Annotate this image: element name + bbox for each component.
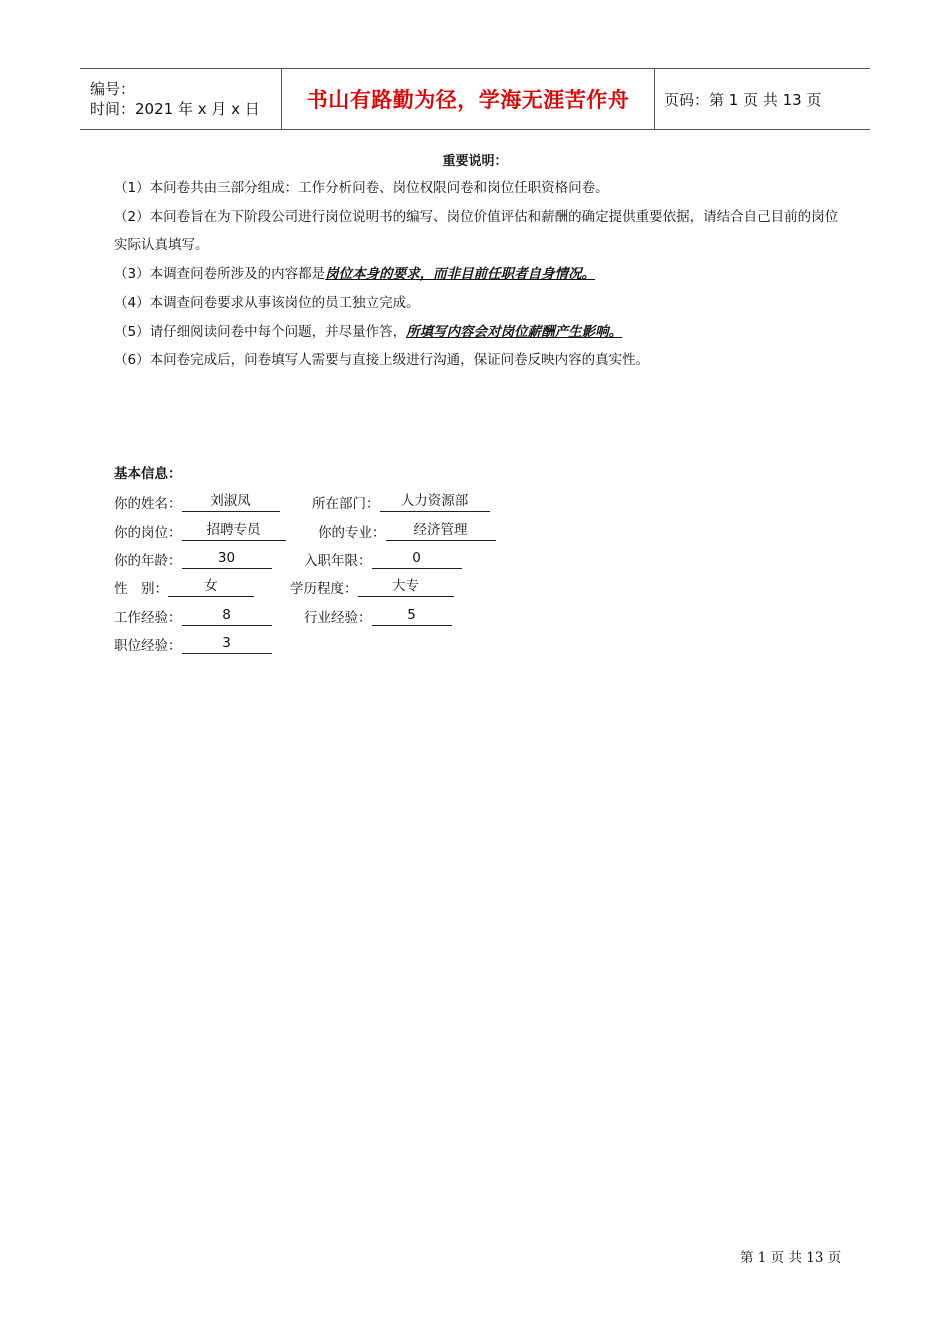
- major-label: 你的专业：: [318, 525, 386, 541]
- header-page-cell: [655, 69, 870, 129]
- work-experience-label: 工作经验：: [114, 610, 182, 626]
- document-number-label: 编号：: [90, 80, 136, 98]
- industry-experience-label: 行业经验：: [304, 610, 372, 626]
- age-field: [114, 549, 272, 569]
- job-experience-value[interactable]: 3: [182, 634, 272, 654]
- tenure-value[interactable]: 0: [372, 549, 462, 569]
- header-meta: [80, 69, 282, 129]
- education-value[interactable]: 大专: [358, 577, 454, 597]
- position-value[interactable]: 招聘专员: [182, 521, 286, 541]
- job-experience-field: [114, 634, 272, 654]
- basic-info-title: 基本信息：: [114, 466, 182, 482]
- note-item-5: [114, 318, 844, 346]
- notes-title: 重要说明：: [442, 154, 508, 169]
- name-label: 你的姓名：: [114, 496, 182, 512]
- note-item-3-emphasis: 岗位本身的要求，而非目前任职者自身情况。: [325, 266, 596, 282]
- major-value[interactable]: 经济管理: [386, 521, 496, 541]
- name-value[interactable]: 刘淑凤: [182, 492, 280, 512]
- gender-value[interactable]: 女: [168, 577, 254, 597]
- header-motto: 书山有路勤为径，学海无涯苦作舟: [306, 87, 630, 112]
- footer-page-number: 第 1 页 共 13 页: [740, 1250, 842, 1266]
- note-item-3-text: （3）本调查问卷所涉及的内容都是: [114, 266, 326, 282]
- name-field: [114, 492, 280, 512]
- position-label: 你的岗位：: [114, 525, 182, 541]
- department-value[interactable]: 人力资源部: [380, 492, 490, 512]
- note-item-2: （2）本问卷旨在为下阶段公司进行岗位说明书的编写、岗位价值评估和薪酬的确定提供重要依据，请结合自己目前的岗位实际认真填写。: [114, 209, 839, 253]
- note-item-4: （4）本调查问卷要求从事该岗位的员工独立完成。: [114, 295, 420, 311]
- tenure-label: 入职年限：: [304, 553, 372, 569]
- department-field: [312, 492, 490, 512]
- age-value[interactable]: 30: [182, 549, 272, 569]
- industry-experience-field: [304, 606, 452, 626]
- work-experience-field: [114, 606, 272, 626]
- major-field: [318, 521, 496, 541]
- document-date: 时间：2021 年 x 月 x 日: [90, 100, 260, 118]
- header-page-number: 页码：第 1 页 共 13 页: [664, 90, 822, 109]
- note-item-5-emphasis: 所填写内容会对岗位薪酬产生影响。: [406, 324, 623, 340]
- note-item-5-text: （5）请仔细阅读问卷中每个问题，并尽量作答，: [114, 324, 407, 340]
- page-header: [80, 68, 870, 130]
- department-label: 所在部门：: [312, 496, 380, 512]
- work-experience-value[interactable]: 8: [182, 606, 272, 626]
- education-field: [290, 577, 454, 597]
- position-field: [114, 521, 286, 541]
- age-label: 你的年龄：: [114, 553, 182, 569]
- industry-experience-value[interactable]: 5: [372, 606, 452, 626]
- education-label: 学历程度：: [290, 581, 358, 597]
- gender-field: [114, 577, 254, 597]
- gender-label: 性 别：: [114, 581, 168, 597]
- tenure-field: [304, 549, 462, 569]
- note-item-6: （6）本问卷完成后，问卷填写人需要与直接上级进行沟通，保证问卷反映内容的真实性。: [114, 352, 650, 368]
- job-experience-label: 职位经验：: [114, 638, 182, 654]
- note-item-3: [114, 260, 844, 288]
- header-motto-cell: [282, 69, 655, 129]
- note-item-1: （1）本问卷共由三部分组成：工作分析问卷、岗位权限问卷和岗位任职资格问卷。: [114, 180, 609, 196]
